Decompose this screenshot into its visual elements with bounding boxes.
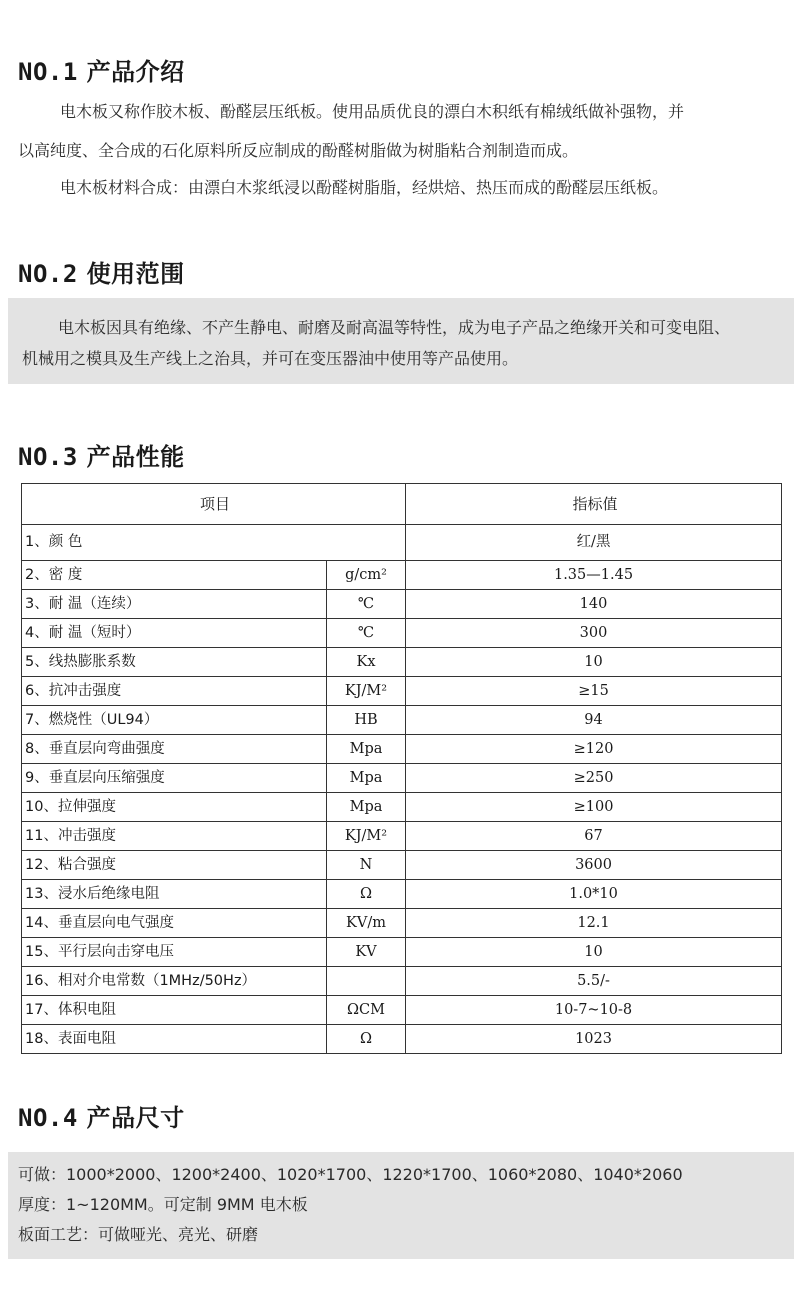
row-unit: KV (327, 938, 406, 967)
row-unit: KV/m (327, 909, 406, 938)
table-row (22, 619, 782, 648)
row-unit: Mpa (327, 735, 406, 764)
section1-heading (18, 52, 185, 87)
section3-number: NO.3 (18, 443, 78, 471)
section1-paragraph1-line2: 以高纯度、全合成的石化原料所反应制成的酚醛树脂做为树脂粘合剂制造而成。 (18, 141, 579, 160)
row-value: 1023 (406, 1025, 782, 1054)
row-name: 8、垂直层向弯曲强度 (22, 735, 327, 764)
row-unit: ℃ (327, 590, 406, 619)
row-value: 1.0*10 (406, 880, 782, 909)
row-name: 15、平行层向击穿电压 (22, 938, 327, 967)
row-name: 4、耐 温（短时） (22, 619, 327, 648)
section4-title: 产品尺寸 (86, 1104, 185, 1132)
row-value: 5.5/- (406, 967, 782, 996)
section3-heading (18, 437, 185, 472)
row-name: 11、冲击强度 (22, 822, 327, 851)
row-value: 3600 (406, 851, 782, 880)
row-unit: ΩCM (327, 996, 406, 1025)
section1-paragraph1-line1: 电木板又称作胶木板、酚醛层压纸板。使用品质优良的漂白木积纸有棉绒纸做补强物，并 (60, 102, 685, 121)
section2-title: 使用范围 (86, 260, 185, 288)
row-value: 12.1 (406, 909, 782, 938)
table-row (22, 967, 782, 996)
section2-line1: 电木板因具有绝缘、不产生静电、耐磨及耐高温等特性，成为电子产品之绝缘开关和可变电阻、 (58, 318, 731, 337)
row-unit: Ω (327, 880, 406, 909)
table-row (22, 525, 782, 561)
row-name: 1、颜 色 (22, 525, 406, 561)
table-row (22, 938, 782, 967)
table-row (22, 822, 782, 851)
section4-heading (18, 1098, 185, 1133)
row-name: 13、浸水后绝缘电阻 (22, 880, 327, 909)
table-row (22, 735, 782, 764)
section2-number: NO.2 (18, 260, 78, 288)
section4-line1: 可做：1000*2000、1200*2400、1020*1700、1220*1700、1060*2080、1040*2060 (18, 1165, 683, 1184)
section1-paragraph2: 电木板材料合成：由漂白木浆纸浸以酚醛树脂脂，经烘焙、热压而成的酚醛层压纸板。 (60, 178, 669, 197)
row-unit: Ω (327, 1025, 406, 1054)
row-value: 10-7~10-8 (406, 996, 782, 1025)
table-row (22, 909, 782, 938)
row-unit: KJ/M² (327, 822, 406, 851)
row-value: ≥120 (406, 735, 782, 764)
row-value: 67 (406, 822, 782, 851)
row-unit: KJ/M² (327, 677, 406, 706)
section1-number: NO.1 (18, 58, 78, 86)
row-name: 17、体积电阻 (22, 996, 327, 1025)
row-value: ≥250 (406, 764, 782, 793)
table-row (22, 648, 782, 677)
row-value: 94 (406, 706, 782, 735)
table-row (22, 851, 782, 880)
row-unit: Kx (327, 648, 406, 677)
row-name: 16、相对介电常数（1MHz/50Hz） (22, 967, 327, 996)
row-value: 10 (406, 648, 782, 677)
table-row (22, 590, 782, 619)
row-name: 12、粘合强度 (22, 851, 327, 880)
row-name: 7、燃烧性（UL94） (22, 706, 327, 735)
section4-number: NO.4 (18, 1104, 78, 1132)
section2-heading (18, 254, 185, 289)
row-unit: ℃ (327, 619, 406, 648)
section2-line2: 机械用之模具及生产线上之治具，并可在变压器油中使用等产品使用。 (22, 349, 519, 368)
table-row (22, 1025, 782, 1054)
row-name: 14、垂直层向电气强度 (22, 909, 327, 938)
row-value: 红/黑 (406, 525, 782, 561)
section1-title: 产品介绍 (86, 58, 185, 86)
row-unit: HB (327, 706, 406, 735)
section3-title: 产品性能 (86, 443, 185, 471)
row-unit: Mpa (327, 764, 406, 793)
table-row (22, 880, 782, 909)
table-row (22, 764, 782, 793)
section4-line3: 板面工艺：可做哑光、亮光、研磨 (18, 1225, 259, 1244)
row-name: 18、表面电阻 (22, 1025, 327, 1054)
row-unit: Mpa (327, 793, 406, 822)
row-unit (327, 967, 406, 996)
table-row (22, 561, 782, 590)
row-name: 6、抗冲击强度 (22, 677, 327, 706)
row-value: 10 (406, 938, 782, 967)
row-name: 9、垂直层向压缩强度 (22, 764, 327, 793)
row-value: ≥15 (406, 677, 782, 706)
row-name: 3、耐 温（连续） (22, 590, 327, 619)
table-row (22, 677, 782, 706)
row-value: ≥100 (406, 793, 782, 822)
header-item: 项目 (22, 484, 406, 525)
row-value: 300 (406, 619, 782, 648)
table-header-row (22, 484, 782, 525)
table-row (22, 996, 782, 1025)
table-row (22, 793, 782, 822)
row-unit: N (327, 851, 406, 880)
row-value: 1.35—1.45 (406, 561, 782, 590)
performance-table (21, 483, 782, 1054)
row-value: 140 (406, 590, 782, 619)
row-name: 5、线热膨胀系数 (22, 648, 327, 677)
table-row (22, 706, 782, 735)
section2-box (8, 298, 794, 384)
row-unit: g/cm² (327, 561, 406, 590)
row-name: 10、拉伸强度 (22, 793, 327, 822)
section4-line2: 厚度：1~120MM。可定制 9MM 电木板 (18, 1195, 308, 1214)
row-name: 2、密 度 (22, 561, 327, 590)
header-value: 指标值 (406, 484, 782, 525)
